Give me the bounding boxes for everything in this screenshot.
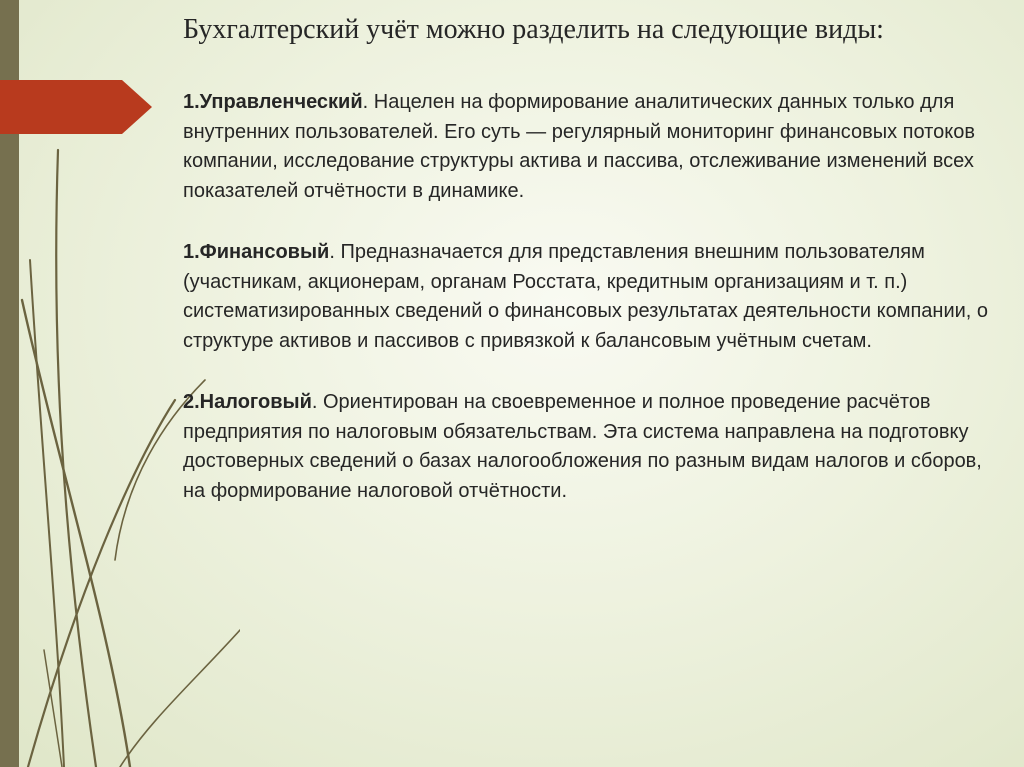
paragraph-management xyxy=(183,88,1003,206)
slide-title: Бухгалтерский учёт можно разделить на следующие виды: xyxy=(183,14,884,45)
slide-body xyxy=(183,88,1003,538)
paragraph-financial xyxy=(183,238,1003,356)
text-management: . Нацелен на формирование аналитических данных только для внутренних пользователей. Его суть — регулярный мониторинг финансовых потоков компании, исследование структуры актива и пассива, отслеживание изменений всех показателей отчётности в динамике. xyxy=(183,91,975,202)
heading-tax: 2.Налоговый xyxy=(183,391,312,413)
heading-financial: 1.Финансовый xyxy=(183,241,330,263)
heading-management: 1.Управленческий xyxy=(183,91,363,113)
text-financial: . Предназначается для представления внешним пользователям (участникам, акционерам, органам Росстата, кредитным организациям и т. п.) систематизированных сведений о финансовых результатах деятельности компании, о структуре активов и пассивов с привязкой к балансовым учётным счетам. xyxy=(183,241,989,352)
text-tax: . Ориентирован на своевременное и полное проведение расчётов предприятия по налоговым обязательствам. Эта система направлена на подготовку достоверных сведений о базах налогообложения по разным видам налогов и сборов, на формирование налоговой отчётности. xyxy=(183,391,982,502)
paragraph-tax xyxy=(183,388,1003,506)
